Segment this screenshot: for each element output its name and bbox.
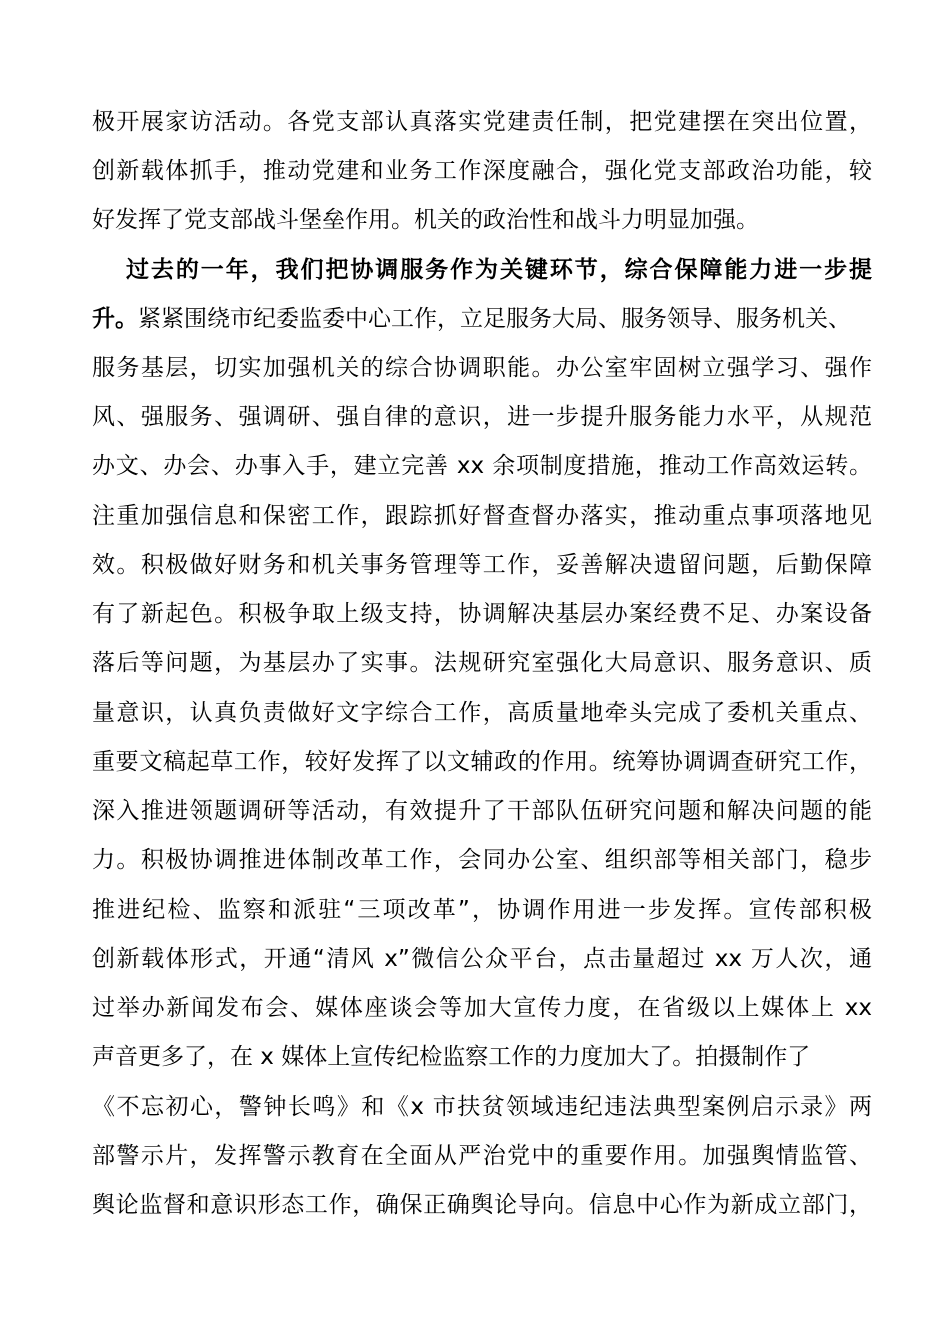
text-span: 紧紧围绕市纪委监委中心工作，立足服务大局、服务领导、服务机关、 xyxy=(138,306,851,332)
text-line: 效。积极做好财务和机关事务管理等工作，妥善解决遗留问题，后勤保障 xyxy=(92,552,872,578)
text-line: 舆论监督和意识形态工作，确保正确舆论导向。信息中心作为新成立部门， xyxy=(92,1192,872,1218)
text-line: 风、强服务、强调研、强自律的意识，进一步提升服务能力水平，从规范 xyxy=(92,404,872,430)
text-line xyxy=(92,299,872,339)
text-line: 《不忘初心，警钟长鸣》和《x 市扶贫领域违纪违法典型案例启示录》两 xyxy=(92,1094,872,1120)
text-line: 服务基层，切实加强机关的综合协调职能。办公室牢固树立强学习、强作 xyxy=(92,355,872,381)
text-line: 声音更多了，在 x 媒体上宣传纪检监察工作的力度加大了。拍摄制作了 xyxy=(92,1044,811,1070)
text-line: 有了新起色。积极争取上级支持，协调解决基层办案经费不足、办案设备 xyxy=(92,601,872,627)
text-line: 力。积极协调推进体制改革工作，会同办公室、组织部等相关部门，稳步 xyxy=(92,847,872,873)
text-line: 落后等问题，为基层办了实事。法规研究室强化大局意识、服务意识、质 xyxy=(92,650,872,676)
text-line: 极开展家访活动。各党支部认真落实党建责任制，把党建摆在突出位置， xyxy=(92,109,872,135)
text-line: 注重加强信息和保密工作，跟踪抓好督查督办落实，推动重点事项落地见 xyxy=(92,503,872,529)
section-heading: 过去的一年，我们把协调服务作为关键环节，综合保障能力进一步提 xyxy=(126,257,872,283)
section-heading-end: 升。 xyxy=(92,306,138,332)
text-line: 深入推进领题调研等活动，有效提升了干部队伍研究问题和解决问题的能 xyxy=(92,798,872,824)
text-line: 推进纪检、监察和派驻“三项改革”，协调作用进一步发挥。宣传部积极 xyxy=(92,897,872,923)
text-line: 办文、办会、办事入手，建立完善 xx 余项制度措施，推动工作高效运转。 xyxy=(92,453,872,479)
text-line: 部警示片，发挥警示教育在全面从严治党中的重要作用。加强舆情监管、 xyxy=(92,1143,872,1169)
text-line: 好发挥了党支部战斗堡垒作用。机关的政治性和战斗力明显加强。 xyxy=(92,207,759,233)
text-line: 重要文稿起草工作，较好发挥了以文辅政的作用。统筹协调调查研究工作， xyxy=(92,749,872,775)
text-line: 量意识，认真负责做好文字综合工作，高质量地牵头完成了委机关重点、 xyxy=(92,700,872,726)
text-line: 过举办新闻发布会、媒体座谈会等加大宣传力度，在省级以上媒体上 xx xyxy=(92,995,872,1021)
text-line: 创新载体抓手，推动党建和业务工作深度融合，强化党支部政治功能，较 xyxy=(92,158,872,184)
text-line: 创新载体形式，开通“清风 x”微信公众平台，点击量超过 xx 万人次，通 xyxy=(92,946,872,972)
